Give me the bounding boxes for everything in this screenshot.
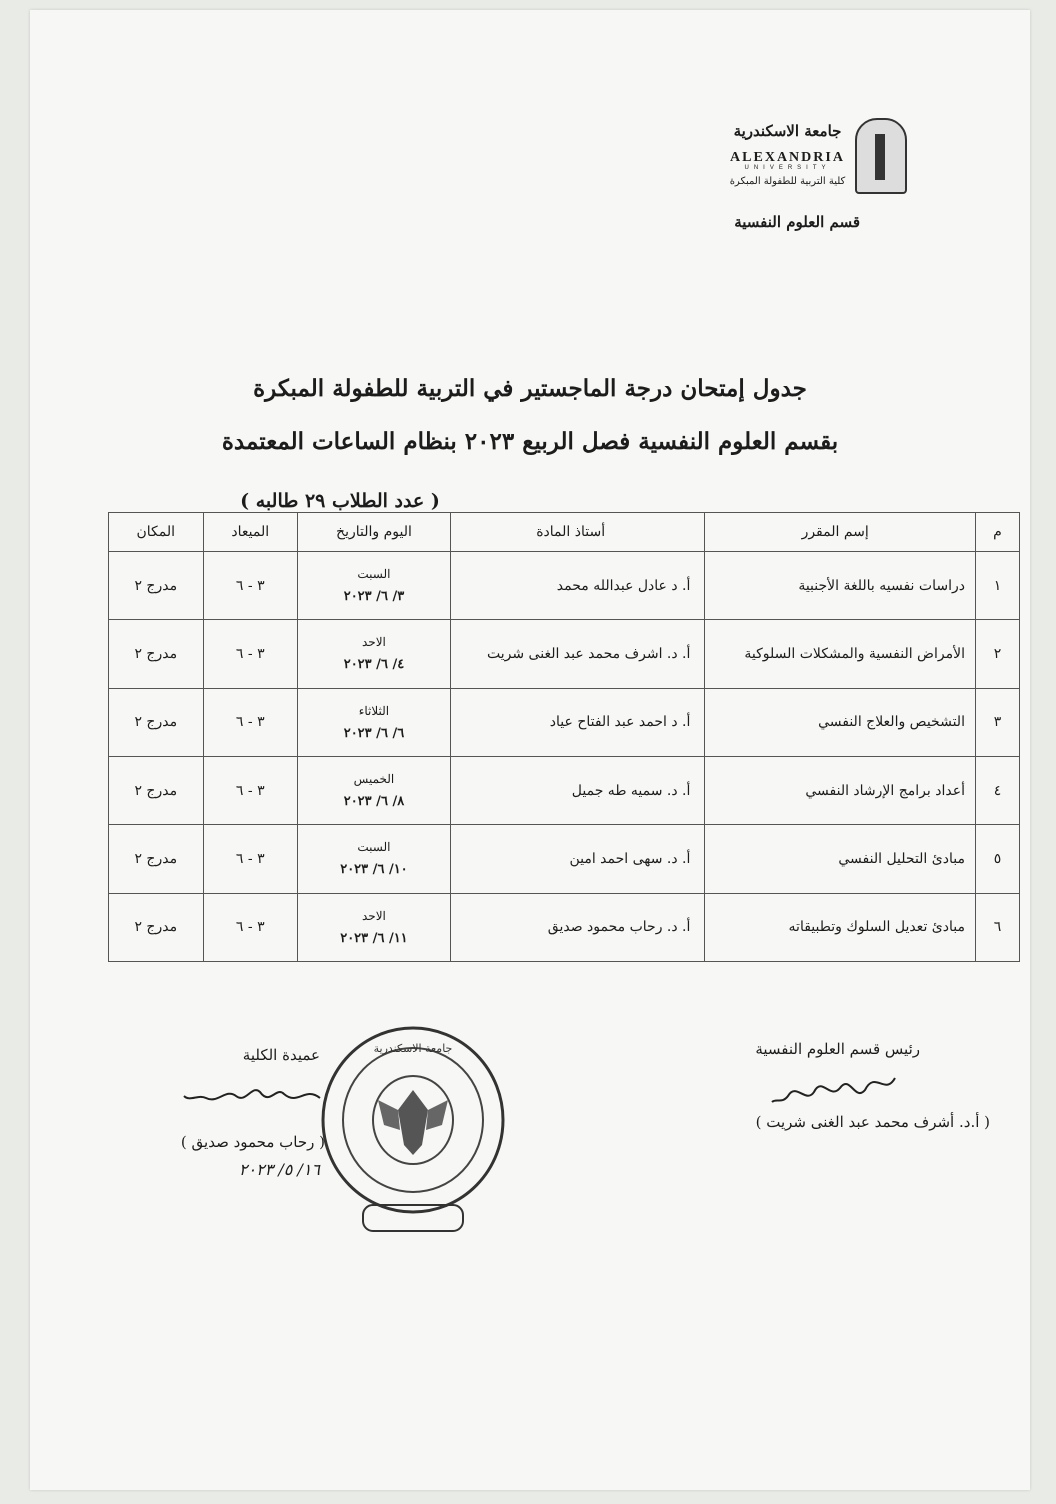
row-num: ١: [975, 552, 1019, 620]
row-date: ١١/ ٦/ ٢٠٢٣: [340, 930, 408, 946]
row-date: ١٠/ ٦/ ٢٠٢٣: [340, 862, 408, 878]
row-num: ٦: [975, 893, 1019, 961]
row-place: مدرج ٢: [109, 552, 204, 620]
header-professor: أستاذ المادة: [450, 513, 704, 552]
department-head-signature-icon: [770, 1066, 900, 1106]
row-place: مدرج ٢: [109, 688, 204, 756]
department-head-name: ( أ.د. أشرف محمد عبد الغنى شريت ): [755, 1113, 990, 1131]
table-row: [109, 620, 1020, 688]
table-row: [109, 756, 1020, 824]
logo-university-word: UNIVERSITY: [744, 165, 831, 171]
dean-name: ( رحاب محمود صديق ): [180, 1133, 325, 1151]
row-date-cell: [297, 756, 450, 824]
row-date-cell: [297, 688, 450, 756]
row-place: مدرج ٢: [109, 756, 204, 824]
table-row: [109, 825, 1020, 893]
row-date: ٦/ ٦/ ٢٠٢٣: [343, 725, 405, 741]
row-date-cell: [297, 825, 450, 893]
row-day: الخميس: [353, 772, 395, 787]
row-place: مدرج ٢: [109, 893, 204, 961]
row-professor: أ. د. رحاب محمود صديق: [450, 893, 704, 961]
row-day: الثلاثاء: [358, 703, 390, 718]
exam-schedule-table: [108, 512, 1020, 962]
row-professor: أ. د. اشرف محمد عبد الغنى شريت: [450, 620, 704, 688]
row-time: ٣ - ٦: [203, 620, 297, 688]
row-num: ٤: [975, 756, 1019, 824]
row-course: أعداد برامج الإرشاد النفسي: [705, 756, 976, 824]
row-course: دراسات نفسيه باللغة الأجنبية: [705, 552, 976, 620]
document-title-line2: بقسم العلوم النفسية فصل الربيع ٢٠٢٣ بنظام الساعات المعتمدة: [221, 428, 839, 455]
header-num: م: [975, 513, 1019, 552]
university-logo-icon: [855, 118, 907, 194]
document-title-line1: جدول إمتحان درجة الماجستير في التربية للطفولة المبكرة: [253, 375, 807, 402]
student-count: ( عدد الطلاب ٢٩ طالبه ): [240, 490, 440, 512]
row-day: الاحد: [362, 635, 386, 650]
row-place: مدرج ٢: [109, 620, 204, 688]
row-course: الأمراض النفسية والمشكلات السلوكية: [705, 620, 976, 688]
row-day: الاحد: [362, 908, 386, 923]
university-seal-icon: [318, 1020, 508, 1240]
department-name: قسم العلوم النفسية: [734, 213, 860, 231]
row-num: ٢: [975, 620, 1019, 688]
row-time: ٣ - ٦: [203, 756, 297, 824]
row-num: ٣: [975, 688, 1019, 756]
logo-faculty-name: كلية التربية للطفولة المبكرة: [729, 176, 846, 187]
row-date-cell: [297, 620, 450, 688]
header-time: الميعاد: [203, 513, 297, 552]
header-course: إسم المقرر: [705, 513, 976, 552]
table-row: [109, 893, 1020, 961]
row-course: مبادئ تعديل السلوك وتطبيقاته: [705, 893, 976, 961]
row-day: السبت: [357, 567, 391, 582]
header-place: المكان: [109, 513, 204, 552]
row-professor: أ. د احمد عبد الفتاح عياد: [450, 688, 704, 756]
row-professor: أ. د. سميه طه جميل: [450, 756, 704, 824]
logo-english-name: ALEXANDRIA: [730, 150, 845, 165]
table-header-row: [109, 513, 1020, 552]
table-row: [109, 688, 1020, 756]
dean-signature-date: ١٦/ ٥/ ٢٠٢٣: [238, 1160, 320, 1179]
row-time: ٣ - ٦: [203, 893, 297, 961]
row-professor: أ. د عادل عبدالله محمد: [450, 552, 704, 620]
row-course: التشخيص والعلاج النفسي: [705, 688, 976, 756]
department-head-title: رئيس قسم العلوم النفسية: [755, 1040, 920, 1058]
row-place: مدرج ٢: [109, 825, 204, 893]
row-day: السبت: [357, 840, 391, 855]
row-num: ٥: [975, 825, 1019, 893]
header-date: اليوم والتاريخ: [297, 513, 450, 552]
dean-title: عميدة الكلية: [242, 1046, 320, 1064]
row-date: ٤/ ٦/ ٢٠٢٣: [343, 657, 405, 673]
table-row: [109, 552, 1020, 620]
row-time: ٣ - ٦: [203, 825, 297, 893]
row-professor: أ. د. سهى احمد امين: [450, 825, 704, 893]
row-date: ٣/ ٦/ ٢٠٢٣: [343, 589, 405, 605]
logo-arabic-name: جامعة الاسكندرية: [733, 122, 842, 140]
row-date-cell: [297, 893, 450, 961]
dean-signature-icon: [180, 1080, 325, 1110]
row-time: ٣ - ٦: [203, 552, 297, 620]
seal-text: جامعة الاسكندرية: [373, 1042, 453, 1055]
row-course: مبادئ التحليل النفسي: [705, 825, 976, 893]
row-time: ٣ - ٦: [203, 688, 297, 756]
row-date-cell: [297, 552, 450, 620]
row-date: ٨/ ٦/ ٢٠٢٣: [343, 794, 405, 810]
